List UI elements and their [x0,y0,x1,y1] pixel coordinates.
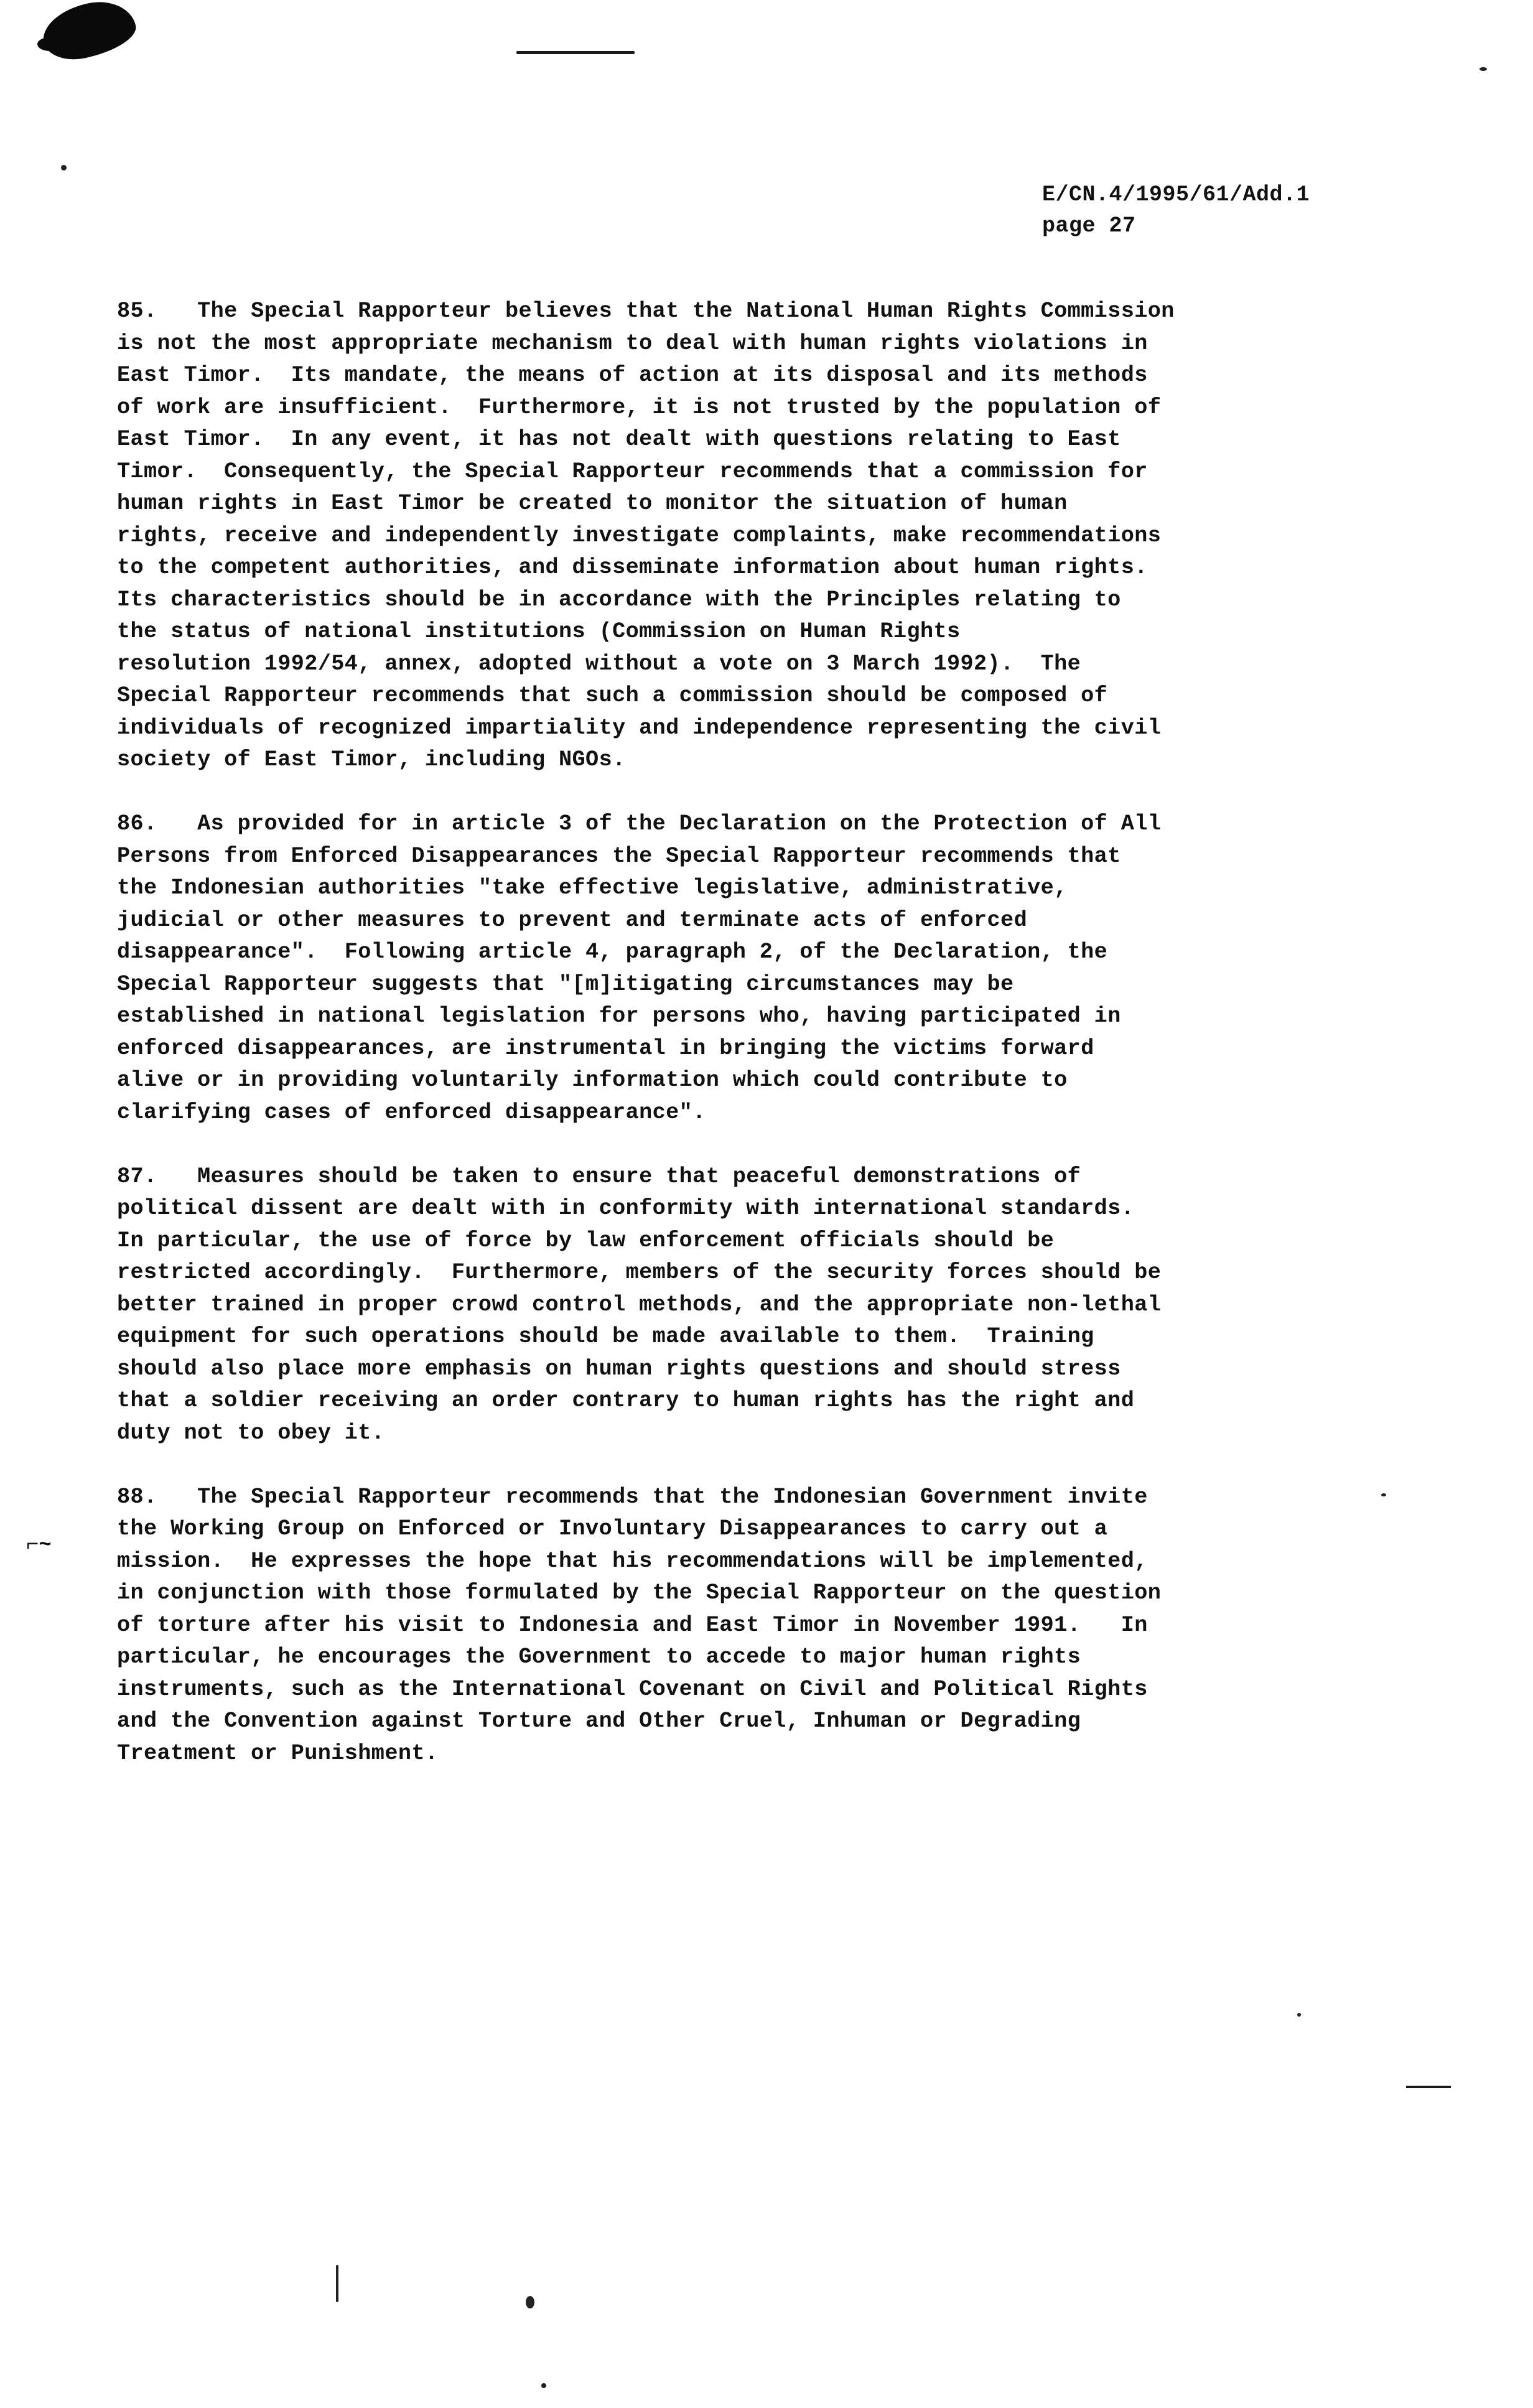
text-line: mission. He expresses the hope that his recommendations will be implemented, [117,1548,1148,1574]
text-line: East Timor. Its mandate, the means of action at its disposal and its methods [117,363,1148,388]
text-line: In particular, the use of force by law enforcement officials should be [117,1228,1055,1253]
text-line: equipment for such operations should be made available to them. Training [117,1324,1094,1349]
text-line: 85. The Special Rapporteur believes that the National Human Rights Commission [117,299,1175,324]
text-line: individuals of recognized impartiality and independence representing the civil [117,715,1162,740]
scan-speck [1381,1493,1386,1496]
scan-speck [1479,67,1487,71]
text-line: better trained in proper crowd control methods, and the appropriate non-lethal [117,1292,1162,1317]
paragraph-87 [117,1161,1374,1450]
text-line: Timor. Consequently, the Special Rapporteur recommends that a commission for [117,459,1148,484]
margin-scribble: ⌐~ [26,1534,52,1557]
text-line: Persons from Enforced Disappearances the Special Rapporteur recommends that [117,843,1121,869]
paragraph-86 [117,808,1374,1129]
text-line: alive or in providing voluntarily information which could contribute to [117,1068,1068,1093]
text-line: judicial or other measures to prevent and terminate acts of enforced [117,907,1028,933]
paragraph-85 [117,296,1374,777]
text-line: the Indonesian authorities "take effective legislative, administrative, [117,875,1068,900]
text-line: duty not to obey it. [117,1420,385,1445]
text-line: political dissent are dealt with in conformity with international standards. [117,1196,1135,1221]
text-line: 86. As provided for in article 3 of the Declaration on the Protection of All [117,811,1162,836]
text-line: particular, he encourages the Government to accede to major human rights [117,1645,1081,1669]
scan-speck [541,2383,546,2388]
document-header [1042,179,1310,241]
text-line: rights, receive and independently investigate complaints, make recommendations [117,523,1162,548]
scan-speck [61,165,67,170]
text-line: and the Convention against Torture and Other Cruel, Inhuman or Degrading [117,1709,1081,1734]
ink-blot-tail [37,37,62,51]
text-line: of torture after his visit to Indonesia and East Timor in November 1991. In [117,1612,1148,1638]
text-line: that a soldier receiving an order contrary to human rights has the right and [117,1388,1135,1413]
text-line: disappearance". Following article 4, paragraph 2, of the Declaration, the [117,940,1108,964]
ink-blot [38,0,140,66]
text-line: is not the most appropriate mechanism to deal with human rights violations in [117,330,1148,356]
scan-speck [526,2296,534,2308]
text-line: the Working Group on Enforced or Involuntary Disappearances to carry out a [117,1516,1108,1541]
document-symbol: E/CN.4/1995/61/Add.1 [1042,182,1310,207]
text-line: instruments, such as the International Covenant on Civil and Political Rights [117,1676,1148,1702]
top-scan-line [516,51,635,54]
paragraph-88 [117,1482,1374,1770]
text-line: established in national legislation for persons who, having participated in [117,1004,1121,1029]
text-line: of work are insufficient. Furthermore, it is not trusted by the population of [117,394,1162,420]
text-line: human rights in East Timor be created to monitor the situation of human [117,491,1068,516]
document-body [117,296,1374,1802]
page-number: page 27 [1042,213,1136,238]
text-line: Special Rapporteur recommends that such a commission should be composed of [117,683,1108,708]
text-line: 88. The Special Rapporteur recommends that the Indonesian Government invite [117,1484,1148,1510]
text-line: society of East Timor, including NGOs. [117,747,626,772]
right-margin-mark [1406,2086,1451,2088]
text-line: clarifying cases of enforced disappearance". [117,1099,706,1125]
text-line: restricted accordingly. Furthermore, members of the security forces should be [117,1260,1162,1285]
text-line: to the competent authorities, and disseminate information about human rights. [117,555,1148,580]
text-line: East Timor. In any event, it has not dealt with questions relating to East [117,427,1121,452]
scan-speck [336,2265,338,2302]
text-line: 87. Measures should be taken to ensure that peaceful demonstrations of [117,1164,1081,1189]
text-line: enforced disappearances, are instrumental in bringing the victims forward [117,1035,1094,1061]
text-line: Treatment or Punishment. [117,1740,439,1766]
text-line: Its characteristics should be in accordance with the Principles relating to [117,587,1121,612]
text-line: should also place more emphasis on human rights questions and should stress [117,1356,1121,1381]
text-line: the status of national institutions (Commission on Human Rights [117,619,961,644]
text-line: resolution 1992/54, annex, adopted without a vote on 3 March 1992). The [117,651,1081,676]
scan-speck [1297,2013,1301,2017]
text-line: in conjunction with those formulated by the Special Rapporteur on the question [117,1580,1162,1605]
text-line: Special Rapporteur suggests that "[m]itigating circumstances may be [117,971,1014,997]
